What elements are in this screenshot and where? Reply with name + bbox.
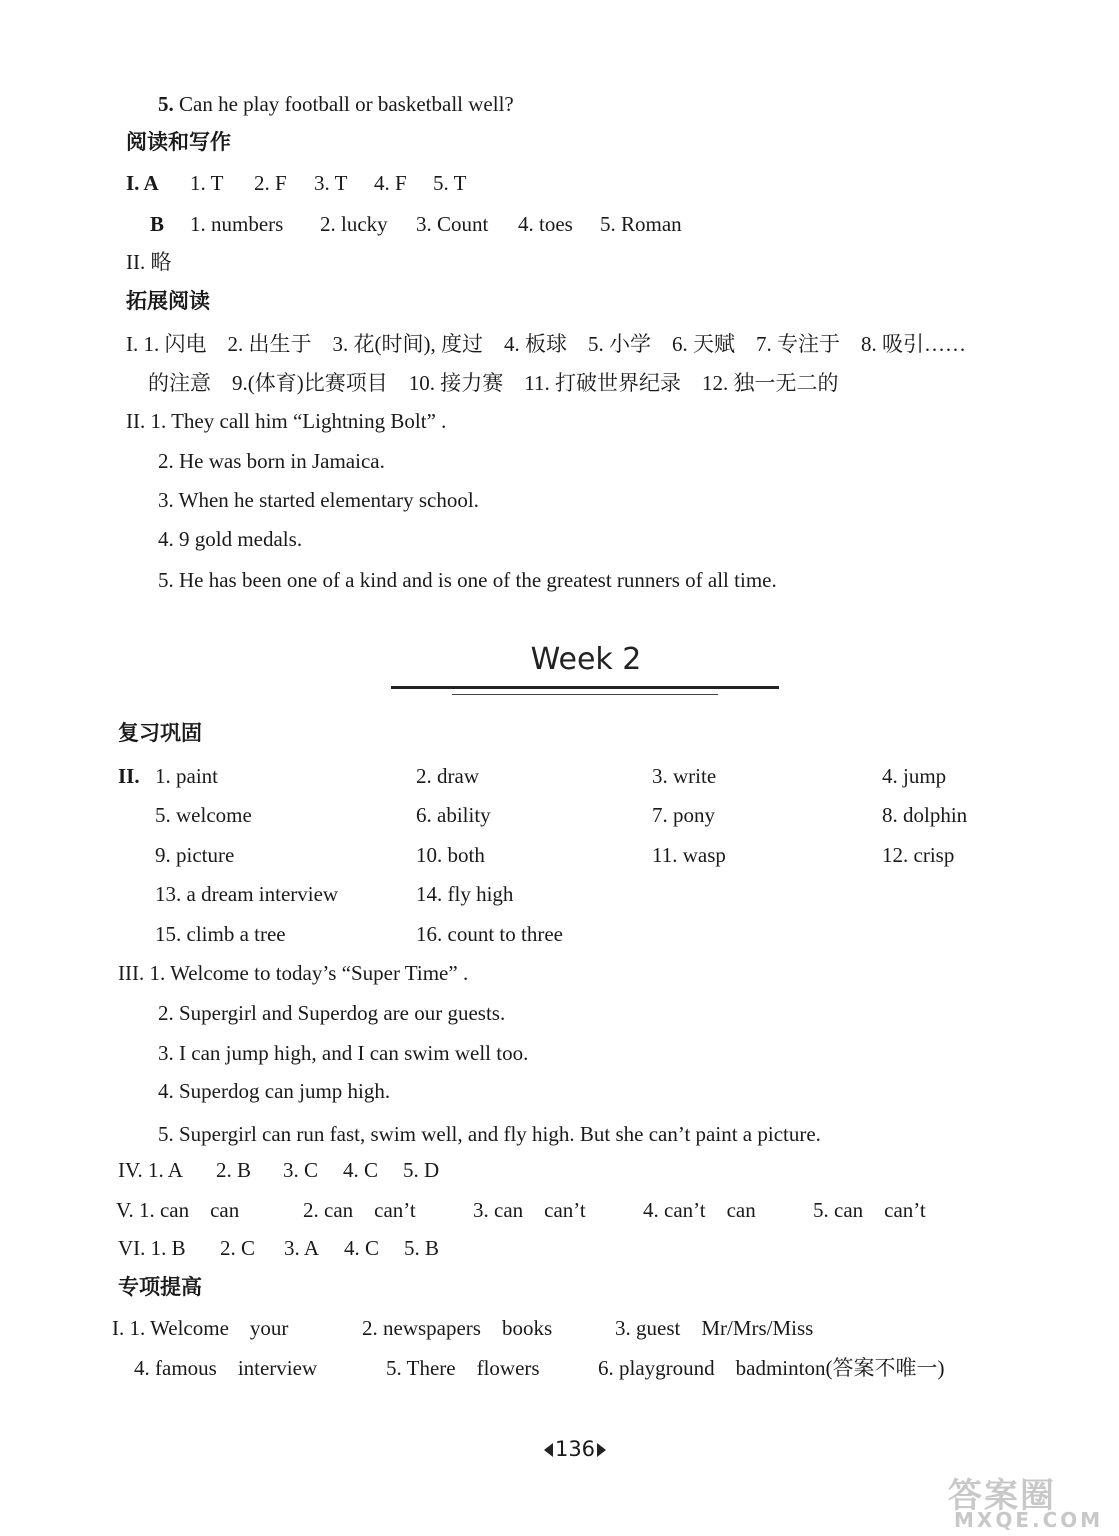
vocab-item: 4. jump — [882, 764, 947, 788]
section-heading-extended-reading: 拓展阅读 — [126, 288, 210, 313]
answer-item: 1. T — [190, 171, 224, 195]
answer-item: 3. A — [284, 1236, 320, 1260]
answer-item: 3. T — [314, 171, 348, 195]
answer-item: 3. can can’t — [473, 1198, 586, 1222]
answer-item: 5. B — [404, 1236, 440, 1260]
part-label: I. A — [126, 171, 159, 195]
answer-item: 5. can can’t — [813, 1198, 926, 1222]
vocab-item: 6. ability — [416, 803, 491, 827]
part-ii-answer: II. 略 — [126, 250, 172, 274]
vocab-item: 8. dolphin — [882, 803, 968, 827]
extended-ii-item: 5. He has been one of a kind and is one of the greatest runners of all time. — [158, 568, 777, 592]
review-iii-item: 5. Supergirl can run fast, swim well, and fly high. But she can’t paint a picture. — [158, 1122, 821, 1146]
answer-item: VI. 1. B — [118, 1236, 186, 1260]
answer-item: 3. C — [283, 1158, 319, 1182]
vocab-item: 13. a dream interview — [155, 882, 339, 906]
vocab-item: 15. climb a tree — [155, 922, 286, 946]
vocab-item: 1. paint — [155, 764, 218, 788]
arrow-right-icon — [597, 1443, 606, 1457]
watermark-top-text: 答案圈 — [948, 1476, 1056, 1516]
answer-item: 5. There flowers — [386, 1356, 540, 1380]
extended-i-line-2: 的注意 9.(体育)比赛项目 10. 接力赛 11. 打破世界纪录 12. 独一无二的 — [148, 371, 839, 395]
watermark-bottom-text: MXQE.COM — [954, 1508, 1104, 1532]
answer-item: 4. C — [343, 1158, 379, 1182]
review-iii-item: 4. Superdog can jump high. — [158, 1079, 391, 1103]
page-number-value: 136 — [554, 1437, 596, 1461]
answer-item: 6. playground badminton(答案不唯一) — [598, 1356, 945, 1380]
vocab-item: 10. both — [416, 843, 485, 867]
extended-i-line-1: I. 1. 闪电 2. 出生于 3. 花(时间), 度过 4. 板球 5. 小学 6. 天赋 7. 专注于 8. 吸引…… — [126, 332, 966, 356]
answer-item: IV. 1. A — [118, 1158, 183, 1182]
answer-item: 3. Count — [416, 212, 489, 236]
vocab-item: 9. picture — [155, 843, 235, 867]
answer-item: 1. numbers — [190, 212, 284, 236]
vocab-item: 11. wasp — [652, 843, 726, 867]
answer-item: 4. C — [344, 1236, 380, 1260]
vocab-item: 12. crisp — [882, 843, 955, 867]
part-label: II. — [118, 764, 140, 788]
vocab-item: 16. count to three — [416, 922, 563, 946]
answer-item: 3. guest Mr/Mrs/Miss — [615, 1316, 814, 1340]
answer-item: I. 1. Welcome your — [112, 1316, 289, 1340]
title-rule-thick — [391, 686, 779, 689]
week-title: Week 2 — [530, 642, 642, 677]
review-iii-item: III. 1. Welcome to today’s “Super Time” . — [118, 961, 469, 985]
extended-ii-item: II. 1. They call him “Lightning Bolt” . — [126, 409, 447, 433]
answer-item: 2. can can’t — [303, 1198, 416, 1222]
vocab-item: 5. welcome — [155, 803, 252, 827]
section-heading-special: 专项提高 — [118, 1274, 202, 1299]
review-iii-item: 2. Supergirl and Superdog are our guests. — [158, 1001, 506, 1025]
part-label: B — [150, 212, 165, 236]
watermark-logo — [940, 1468, 1110, 1530]
answer-item: V. 1. can can — [116, 1198, 240, 1222]
section-heading-review: 复习巩固 — [118, 720, 202, 745]
vocab-item: 14. fly high — [416, 882, 514, 906]
answer-item: 2. lucky — [320, 212, 388, 236]
question-5 — [158, 94, 514, 115]
answer-item: 5. Roman — [600, 212, 682, 236]
page-number — [540, 1437, 610, 1461]
extended-ii-item: 4. 9 gold medals. — [158, 527, 303, 551]
answer-item: 4. toes — [518, 212, 573, 236]
extended-ii-item: 2. He was born in Jamaica. — [158, 449, 385, 473]
answer-item: 4. F — [374, 171, 407, 195]
answer-item: 2. C — [220, 1236, 256, 1260]
arrow-left-icon — [544, 1443, 553, 1457]
section-heading-reading-writing: 阅读和写作 — [126, 129, 231, 154]
answer-item: 2. newspapers books — [362, 1316, 553, 1340]
answer-item: 5. D — [403, 1158, 440, 1182]
extended-ii-item: 3. When he started elementary school. — [158, 488, 479, 512]
vocab-item: 2. draw — [416, 764, 479, 788]
question-text: Can he play football or basketball well? — [179, 92, 514, 116]
answer-item: 4. can’t can — [643, 1198, 756, 1222]
review-iii-item: 3. I can jump high, and I can swim well too. — [158, 1041, 529, 1065]
answer-item: 2. F — [254, 171, 287, 195]
vocab-item: 3. write — [652, 764, 717, 788]
answer-item: 2. B — [216, 1158, 252, 1182]
answer-item: 4. famous interview — [134, 1356, 318, 1380]
title-rule-thin — [452, 694, 718, 695]
vocab-item: 7. pony — [652, 803, 715, 827]
answer-item: 5. T — [433, 171, 467, 195]
question-number: 5. — [158, 92, 174, 116]
